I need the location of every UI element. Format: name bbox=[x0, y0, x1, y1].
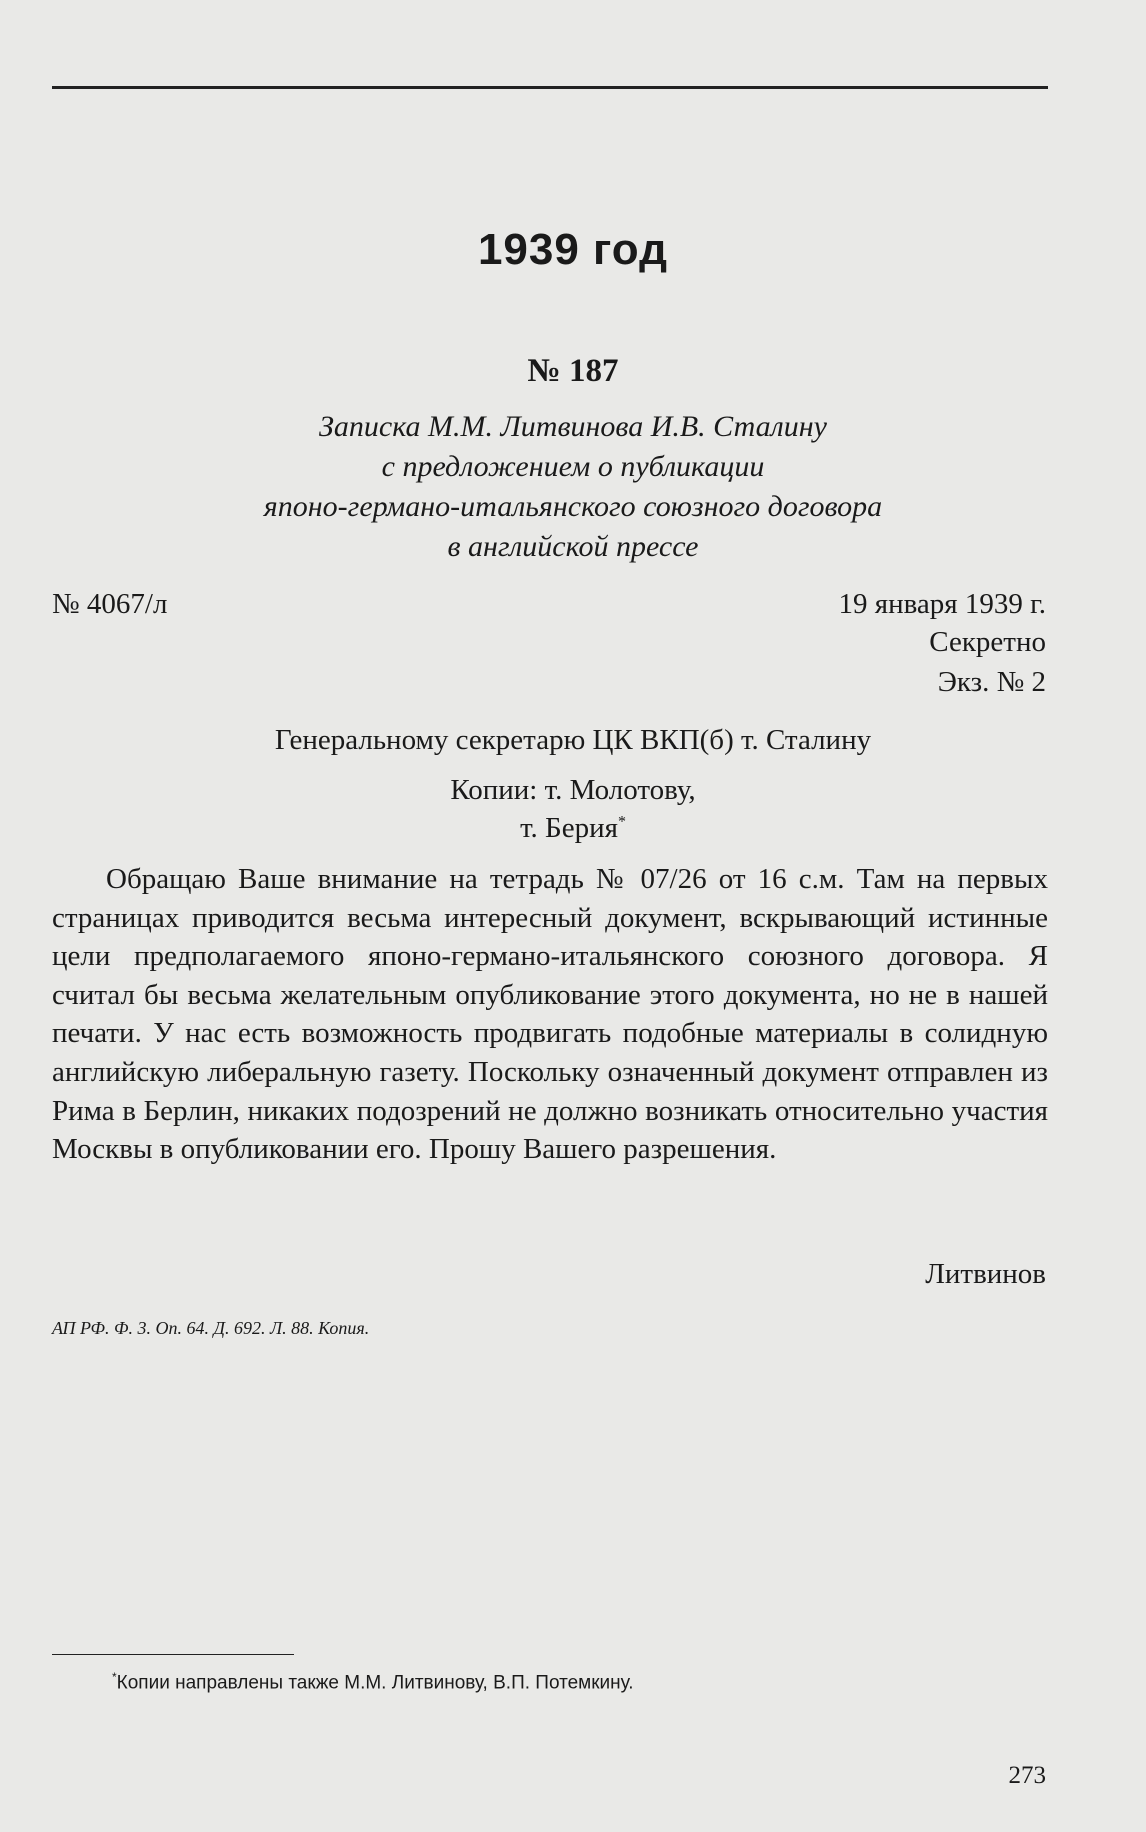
page-number: 273 bbox=[1008, 1762, 1046, 1789]
copies-recipient: т. Берия bbox=[520, 812, 618, 844]
document-number: № 187 bbox=[527, 353, 619, 389]
letter-paragraph: Обращаю Ваше внимание на тетрадь № 07/26 от 16 с.м. Там на первых страницах приводится весьма интересный документ, вскрывающий истинные цели предполагаемого японо-германо-итальянского союзного договора. Я считал бы весьма желательным опубликование этого документа, но не в нашей печати. У нас есть возможность продвигать подобные материалы в солидную английскую либеральную газету. Поскольку означенный документ отправлен из Рима в Берлин, никаких подозрений не должно возникать относительно участия Москвы в опубликовании его. Прошу Вашего разрешения. bbox=[52, 863, 1048, 1166]
copies-line-2 bbox=[0, 812, 1146, 845]
top-rule bbox=[52, 86, 1048, 89]
title-line-1: Записка М.М. Литвинова И.В. Сталину bbox=[319, 410, 827, 443]
footnote-text: Копии направлены также М.М. Литвинову, В.П. Потемкину. bbox=[116, 1672, 634, 1694]
document-title bbox=[140, 407, 1006, 567]
title-line-3: японо-германо-итальянского союзного договора bbox=[263, 490, 883, 523]
footnote-rule bbox=[52, 1654, 294, 1655]
addressee: Генеральному секретарю ЦК ВКП(б) т. Сталину bbox=[274, 724, 872, 756]
letter-body bbox=[52, 860, 1048, 1169]
copies-line: Копии: т. Молотову, bbox=[450, 774, 696, 806]
registration-number: № 4067/л bbox=[52, 588, 168, 620]
signature: Литвинов bbox=[925, 1258, 1046, 1290]
year-heading: 1939 год bbox=[477, 225, 669, 274]
title-line-2: с предложением о публикации bbox=[381, 450, 765, 483]
title-line-4: в английской прессе bbox=[447, 530, 699, 563]
classification-label: Секретно bbox=[929, 626, 1046, 658]
document-date: 19 января 1939 г. bbox=[838, 588, 1046, 620]
footnote bbox=[112, 1670, 634, 1694]
copy-number: Экз. № 2 bbox=[937, 666, 1046, 698]
footnote-reference-mark: * bbox=[617, 813, 626, 831]
footnote-mark: * bbox=[112, 1670, 117, 1684]
archive-reference: АП РФ. Ф. 3. Оп. 64. Д. 692. Л. 88. Копия. bbox=[52, 1318, 370, 1338]
